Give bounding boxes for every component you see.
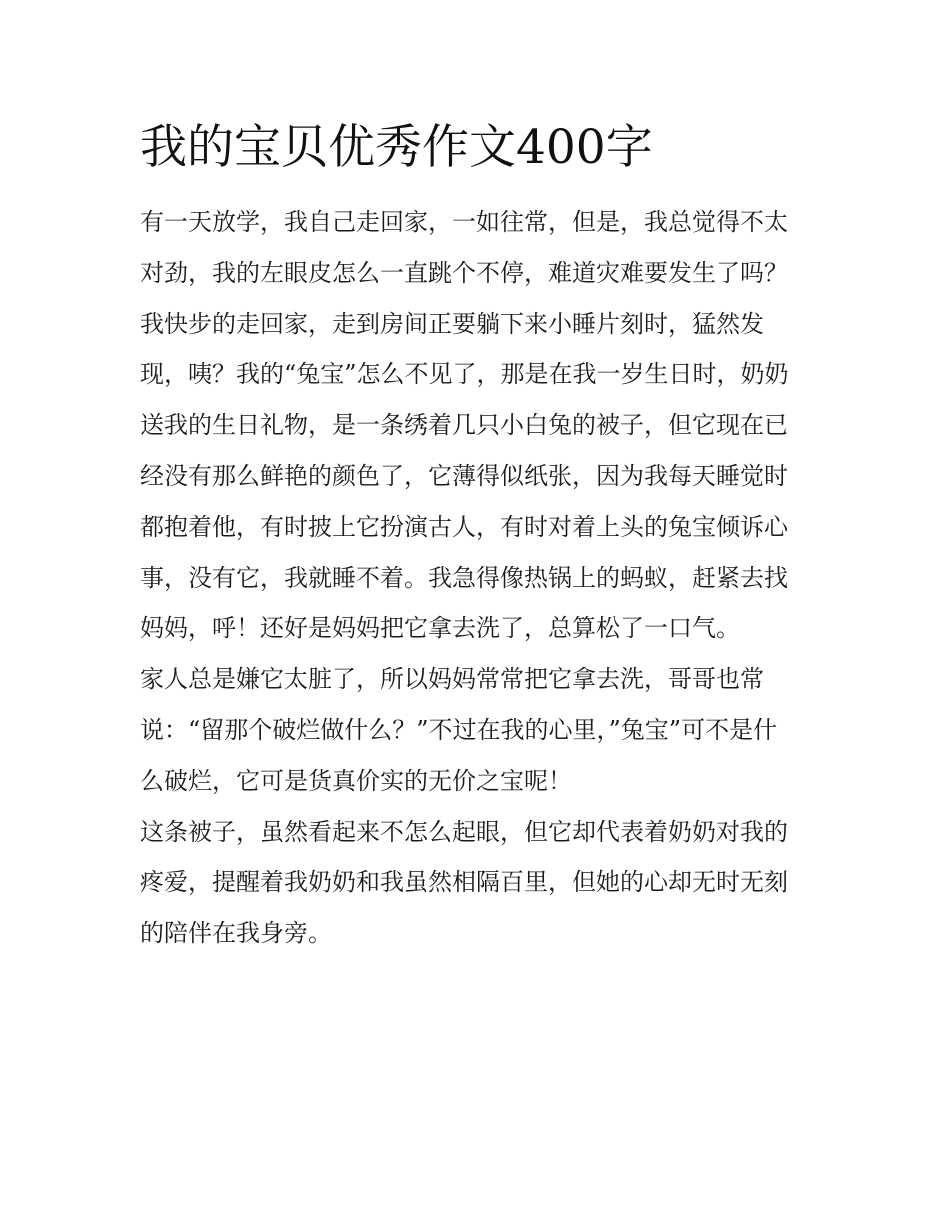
essay-line: 现，咦？我的“兔宝”怎么不见了，那是在我一岁生日时，奶奶 xyxy=(140,360,789,389)
essay-line: 这条被子，虽然看起来不怎么起眼，但它却代表着奶奶对我的 xyxy=(140,817,788,846)
essay-line: 疼爱，提醒着我奶奶和我虽然相隔百里，但她的心却无时无刻 xyxy=(140,868,788,897)
essay-line: 事，没有它，我就睡不着。我急得像热锅上的蚂蚁，赶紧去找 xyxy=(140,563,788,592)
essay-line: 经没有那么鲜艳的颜色了，它薄得似纸张，因为我每天睡觉时 xyxy=(140,461,788,490)
essay-line: 么破烂，它可是货真价实的无价之宝呢！ xyxy=(140,766,572,795)
essay-line: 妈妈，呼！还好是妈妈把它拿去洗了，总算松了一口气。 xyxy=(140,614,740,643)
essay-line: 都抱着他，有时披上它扮演古人，有时对着上头的兔宝倾诉心 xyxy=(140,512,788,541)
essay-line: 说：“留那个破烂做什么？”不过在我的心里，”兔宝”可不是什 xyxy=(140,715,778,744)
essay-line: 对劲，我的左眼皮怎么一直跳个不停，难道灾难要发生了吗？ xyxy=(140,258,788,287)
essay-title: 我的宝贝优秀作文400字 xyxy=(140,120,653,175)
essay-line: 送我的生日礼物，是一条绣着几只小白兔的被子，但它现在已 xyxy=(140,411,788,440)
essay-body xyxy=(140,197,820,959)
essay-line: 的陪伴在我身旁。 xyxy=(140,919,332,948)
essay-line: 家人总是嫌它太脏了，所以妈妈常常把它拿去洗，哥哥也常 xyxy=(140,665,764,694)
essay-line: 我快步的走回家，走到房间正要躺下来小睡片刻时，猛然发 xyxy=(140,309,764,338)
essay-line: 有一天放学，我自己走回家，一如往常，但是，我总觉得不太 xyxy=(140,208,788,236)
